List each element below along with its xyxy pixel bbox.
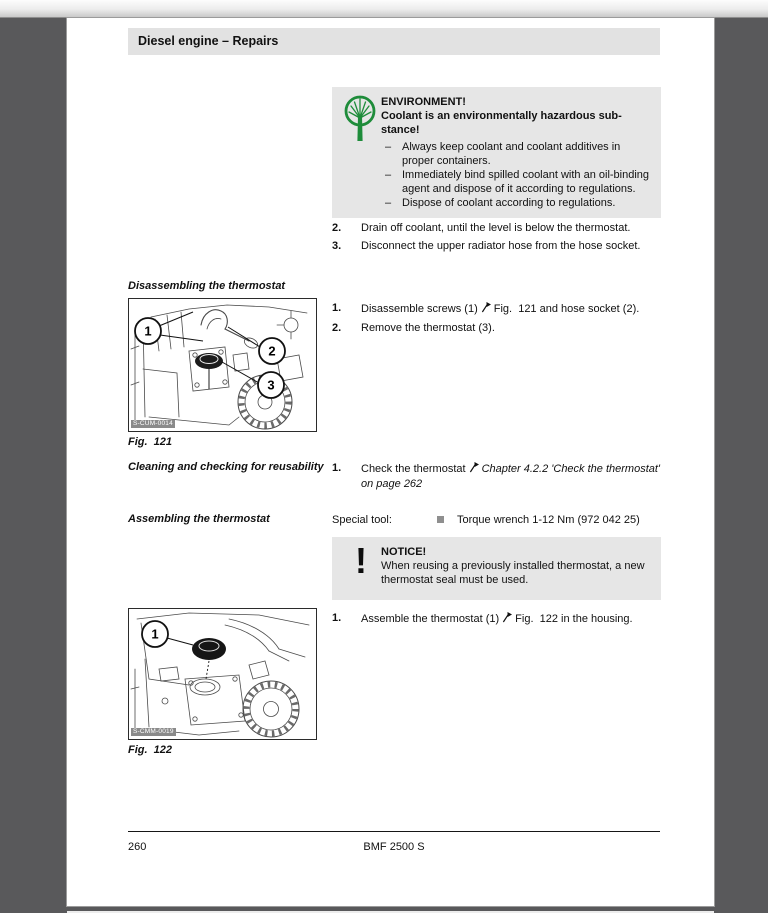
chapter-reference: Chapter 4.2.2 'Check the thermostat' on page 262 bbox=[361, 463, 664, 490]
callout-1-number: 1 bbox=[151, 626, 159, 642]
step-text: Drain off coolant, until the level is below the thermostat. bbox=[361, 222, 631, 234]
step-number: 1. bbox=[332, 612, 342, 624]
callout-3-number: 3 bbox=[267, 377, 275, 393]
assembling-steps bbox=[332, 611, 661, 631]
step-number: 1. bbox=[332, 302, 342, 314]
environment-item bbox=[381, 168, 651, 196]
figure-122-id-label: S-CMM-0019 bbox=[133, 728, 174, 735]
step-text-pre: Check the thermostat bbox=[361, 463, 466, 475]
figure-121-drawing bbox=[129, 299, 316, 431]
figure-reference: Fig. 121 bbox=[493, 303, 537, 315]
special-tool-row bbox=[332, 513, 661, 527]
step-item bbox=[332, 301, 661, 317]
intro-steps bbox=[332, 221, 661, 257]
step-text bbox=[361, 461, 664, 491]
step-text bbox=[361, 611, 661, 627]
step-item bbox=[332, 611, 661, 627]
disassembling-steps bbox=[332, 301, 661, 339]
environment-item-text: Dispose of coolant according to regulations. bbox=[402, 197, 616, 209]
footer-rule bbox=[128, 831, 660, 832]
special-tool-label: Special tool: bbox=[332, 514, 392, 526]
figure-122-caption: Fig. 122 bbox=[128, 744, 173, 756]
cross-reference-icon bbox=[481, 301, 491, 317]
chapter-title: Diesel engine – Repairs bbox=[138, 34, 279, 48]
section-heading-cleaning: Cleaning and checking for reusability bbox=[128, 461, 324, 473]
environment-tree-icon bbox=[342, 94, 378, 142]
exclamation-icon: ! bbox=[355, 540, 367, 581]
dash-bullet: – bbox=[385, 169, 392, 181]
step-text: Disconnect the upper radiator hose from the hose socket. bbox=[361, 240, 641, 252]
notice-title: NOTICE! bbox=[381, 546, 427, 558]
environment-notice-box bbox=[332, 87, 661, 218]
section-heading-assembling: Assembling the thermostat bbox=[128, 513, 270, 525]
figure-121-id-label: S-CUM-0014 bbox=[133, 420, 173, 427]
figure-122-drawing bbox=[129, 609, 316, 739]
page-number: 260 bbox=[128, 841, 147, 853]
special-tool-value: Torque wrench 1-12 Nm (972 042 25) bbox=[457, 514, 640, 526]
step-item bbox=[332, 461, 664, 491]
step-number: 1. bbox=[332, 462, 342, 474]
cleaning-steps bbox=[332, 461, 664, 495]
notice-text: When reusing a previously installed thermostat, a new thermostat seal must be used. bbox=[381, 560, 645, 586]
environment-lead: Coolant is an environmentally hazardous substance! bbox=[381, 110, 622, 136]
step-number: 3. bbox=[332, 240, 342, 252]
chapter-header-bar bbox=[128, 28, 660, 55]
document-page bbox=[67, 18, 714, 906]
environment-item-text: Immediately bind spilled coolant with an oil-binding agent and dispose of it according to regulations. bbox=[402, 169, 650, 195]
environment-item bbox=[381, 140, 651, 168]
figure-121-caption: Fig. 121 bbox=[128, 436, 173, 448]
step-text: Remove the thermostat (3). bbox=[361, 322, 495, 334]
figure-122 bbox=[128, 608, 317, 740]
step-number: 2. bbox=[332, 222, 342, 234]
environment-item bbox=[381, 196, 651, 210]
callout-1-number: 1 bbox=[144, 323, 152, 339]
cross-reference-icon bbox=[469, 461, 479, 477]
callout-2-number: 2 bbox=[268, 343, 276, 359]
section-heading-disassembling: Disassembling the thermostat bbox=[128, 280, 286, 292]
figure-reference: Fig. 122 bbox=[515, 613, 558, 625]
step-text-post: and hose socket (2). bbox=[539, 303, 640, 315]
step-item bbox=[332, 221, 661, 235]
step-number: 2. bbox=[332, 322, 342, 334]
step-text-post: in the housing. bbox=[561, 613, 633, 625]
environment-title: ENVIRONMENT! bbox=[381, 96, 466, 108]
figure-121 bbox=[128, 298, 317, 432]
step-text-pre: Disassemble screws (1) bbox=[361, 303, 478, 315]
dash-bullet: – bbox=[385, 197, 392, 209]
viewer-toolbar bbox=[0, 0, 768, 18]
environment-item-text: Always keep coolant and coolant additives in proper containers. bbox=[402, 141, 621, 167]
step-text-pre: Assemble the thermostat (1) bbox=[361, 613, 500, 625]
square-bullet-icon bbox=[437, 516, 444, 523]
dash-bullet: – bbox=[385, 141, 392, 153]
model-designation: BMF 2500 S bbox=[363, 841, 425, 853]
step-item bbox=[332, 321, 661, 335]
notice-box bbox=[332, 537, 661, 600]
step-item bbox=[332, 239, 661, 253]
step-text bbox=[361, 301, 661, 317]
cross-reference-icon bbox=[502, 611, 512, 627]
